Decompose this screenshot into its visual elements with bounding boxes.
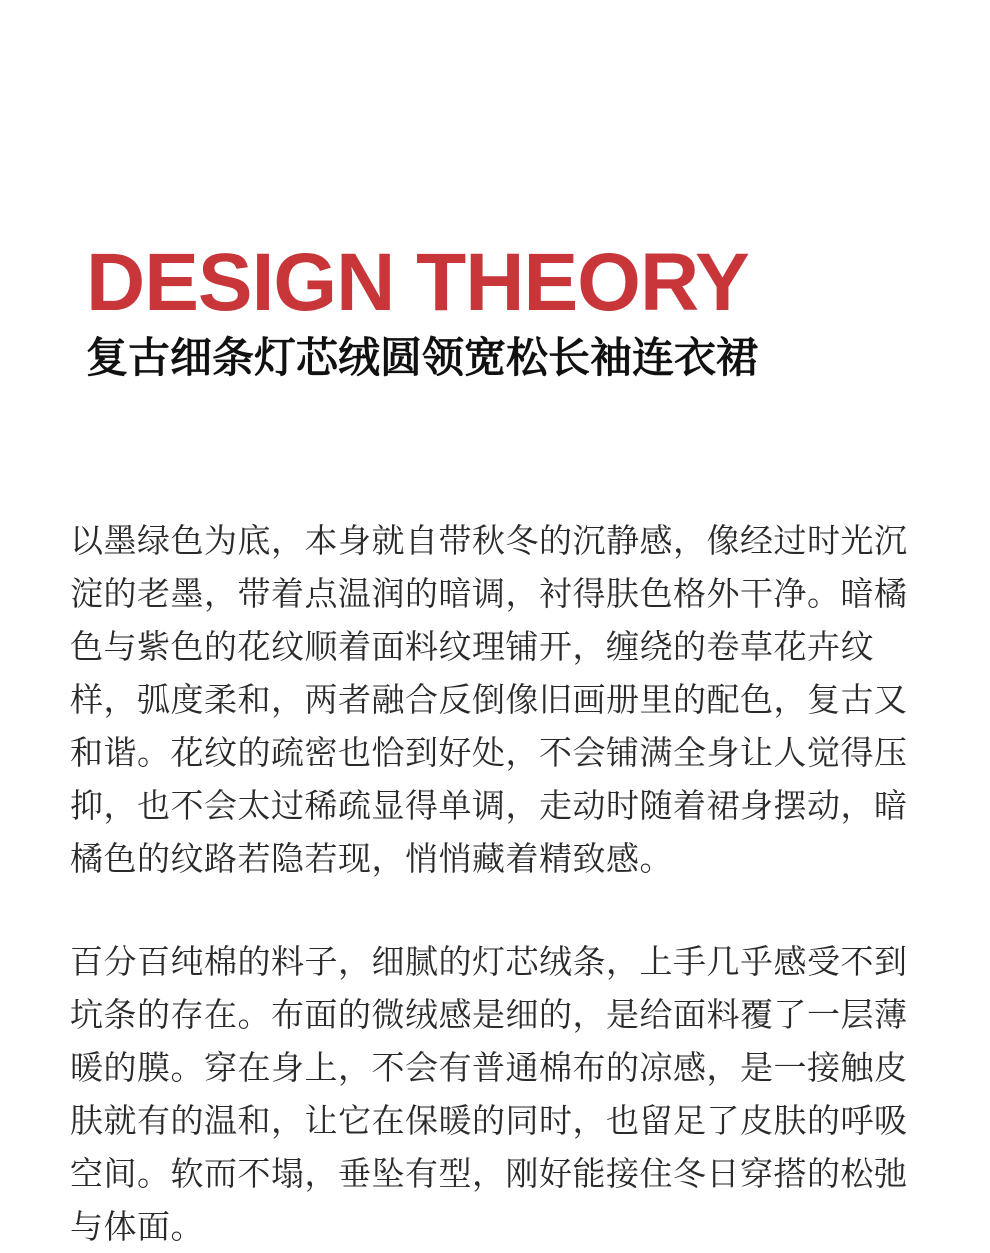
description-paragraph-fabric: 百分百纯棉的料子，细腻的灯芯绒条，上手几乎感受不到坑条的存在。布面的微绒感是细的，是给面料覆了一层薄暖的膜。穿在身上，不会有普通棉布的凉感，是一接触皮肤就有的温和，让它在保暖的同时，也留足了皮肤的呼吸空间。软而不塌，垂坠有型，刚好能接住冬日穿搭的松弛与体面。	[70, 942, 908, 1246]
product-title: 复古细条灯芯绒圆领宽松长袖连衣裙	[86, 333, 759, 382]
description-paragraph-pattern: 以墨绿色为底，本身就自带秋冬的沉静感，像经过时光沉淀的老墨，带着点温润的暗调，衬得肤色格外干净。暗橘色与紫色的花纹顺着面料纹理铺开，缠绕的卷草花卉纹样，弧度柔和，两者融合反倒像旧画册里的配色，复古又和谐。花纹的疏密也恰到好处，不会铺满全身让人觉得压抑，也不会太过稀疏显得单调，走动时随着裙身摆动，暗橘色的纹路若隐若现，悄悄藏着精致感。	[70, 521, 908, 878]
design-theory-heading: DESIGN THEORY	[86, 237, 749, 328]
